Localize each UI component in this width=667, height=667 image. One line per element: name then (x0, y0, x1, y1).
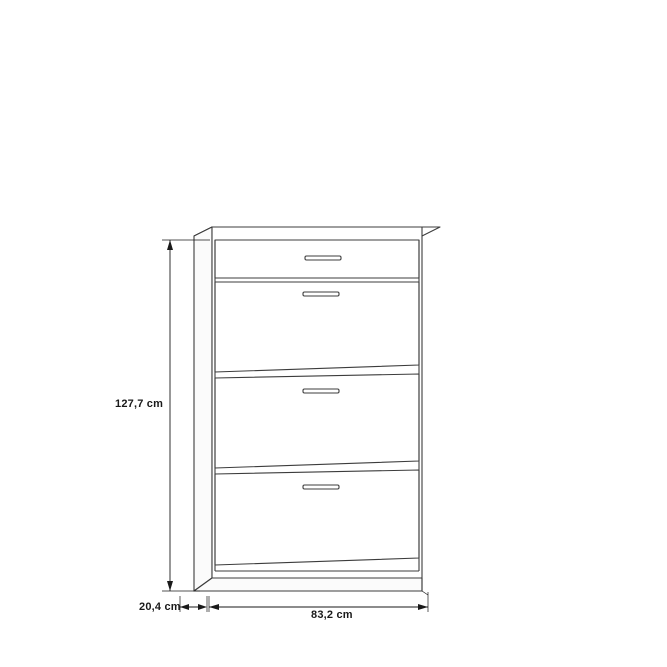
depth-dimension-label: 20,4 cm (139, 601, 181, 613)
width-arrow-right (418, 604, 428, 610)
cabinet-plinth (194, 578, 422, 591)
drawer-2-handle (303, 292, 339, 296)
drawer-1-handle (305, 256, 341, 260)
height-dimension-label: 127,7 cm (115, 398, 164, 410)
drawer-4 (215, 470, 419, 565)
depth-arrow-left (180, 604, 189, 610)
drawer-3 (215, 374, 419, 468)
cabinet-left-side (194, 227, 212, 591)
depth-arrow-right (198, 604, 207, 610)
width-dimension-label: 83,2 cm (311, 609, 353, 621)
height-arrow-top (167, 240, 173, 250)
width-leader-right (422, 591, 428, 595)
drawer-4-handle (303, 485, 339, 489)
cabinet-body (194, 227, 440, 591)
width-arrow-left (209, 604, 219, 610)
height-arrow-bottom (167, 581, 173, 591)
drawer-3-handle (303, 389, 339, 393)
